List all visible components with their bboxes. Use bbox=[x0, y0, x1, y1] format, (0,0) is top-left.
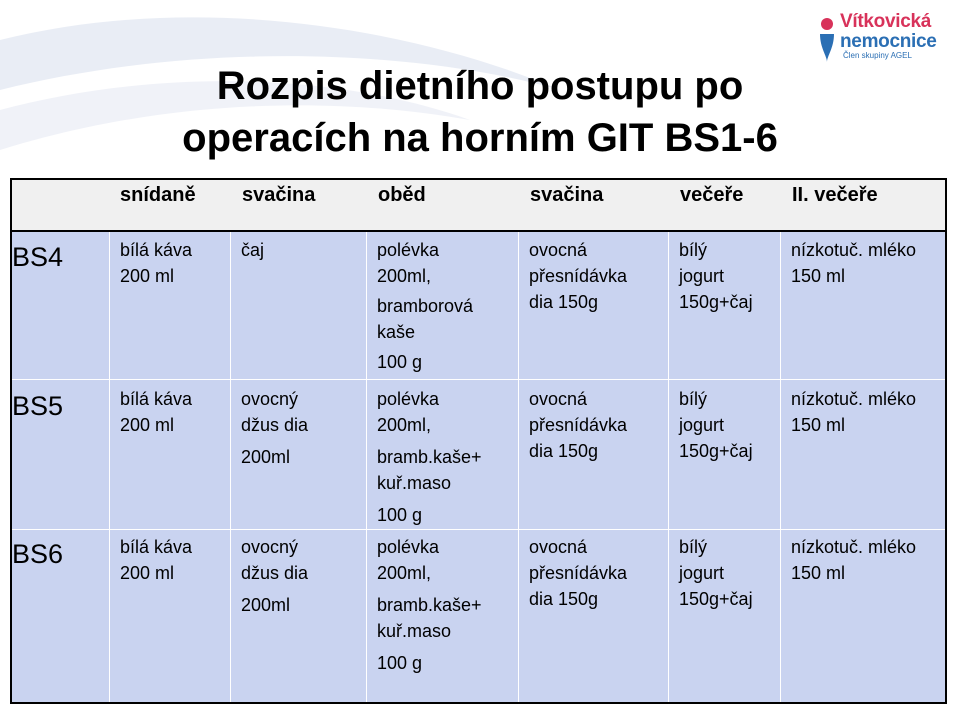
table-cell: ovocný džus dia 200ml bbox=[241, 389, 309, 467]
page-title-line2: operacích na horním GIT BS1-6 bbox=[182, 116, 778, 160]
table-header-row bbox=[12, 180, 945, 232]
table-cell: polévka 200ml, bramb.kaše+ kuř.maso 100 g bbox=[377, 537, 482, 673]
table-cell: bílá káva 200 ml bbox=[120, 389, 193, 435]
table-cell: ovocná přesnídávka dia 150g bbox=[529, 537, 628, 609]
table-cell: bílá káva 200 ml bbox=[120, 240, 193, 286]
logo-name-line2: nemocnice bbox=[840, 31, 937, 52]
table-cell: bílý jogurt 150g+čaj bbox=[679, 240, 753, 312]
header-obed: oběd bbox=[378, 184, 426, 206]
header-svacina-1: svačina bbox=[242, 184, 316, 206]
header-vecere: večeře bbox=[680, 184, 744, 206]
table-cell: nízkotuč. mléko 150 ml bbox=[791, 389, 917, 435]
row-label-bs5: BS5 bbox=[12, 391, 64, 421]
table-cell: polévka 200ml, bramborová kaše 100 g bbox=[377, 240, 474, 372]
table-cell: nízkotuč. mléko 150 ml bbox=[791, 240, 917, 286]
table-cell: nízkotuč. mléko 150 ml bbox=[791, 537, 917, 583]
logo-name-line1: Vítkovická bbox=[840, 11, 931, 32]
header-druha-vecere: II. večeře bbox=[792, 184, 878, 206]
page-title-line1: Rozpis dietního postupu po bbox=[216, 64, 744, 108]
header-snidane: snídaně bbox=[120, 184, 196, 206]
table-cell: polévka 200ml, bramb.kaše+ kuř.maso 100 g bbox=[377, 389, 482, 525]
row-label-bs4: BS4 bbox=[12, 242, 64, 272]
table-cell: bílý jogurt 150g+čaj bbox=[679, 389, 753, 461]
table-cell: bílý jogurt 150g+čaj bbox=[679, 537, 753, 609]
table-cell: bílá káva 200 ml bbox=[120, 537, 193, 583]
table-cell: ovocný džus dia 200ml bbox=[241, 537, 309, 615]
row-label-bs6: BS6 bbox=[12, 539, 64, 569]
header-svacina-2: svačina bbox=[530, 184, 604, 206]
table-cell: čaj bbox=[241, 240, 265, 260]
table-cell: ovocná přesnídávka dia 150g bbox=[529, 389, 628, 461]
logo-tagline: Člen skupiny AGEL bbox=[843, 51, 912, 60]
page-title bbox=[80, 60, 880, 164]
table-cell: ovocná přesnídávka dia 150g bbox=[529, 240, 628, 312]
